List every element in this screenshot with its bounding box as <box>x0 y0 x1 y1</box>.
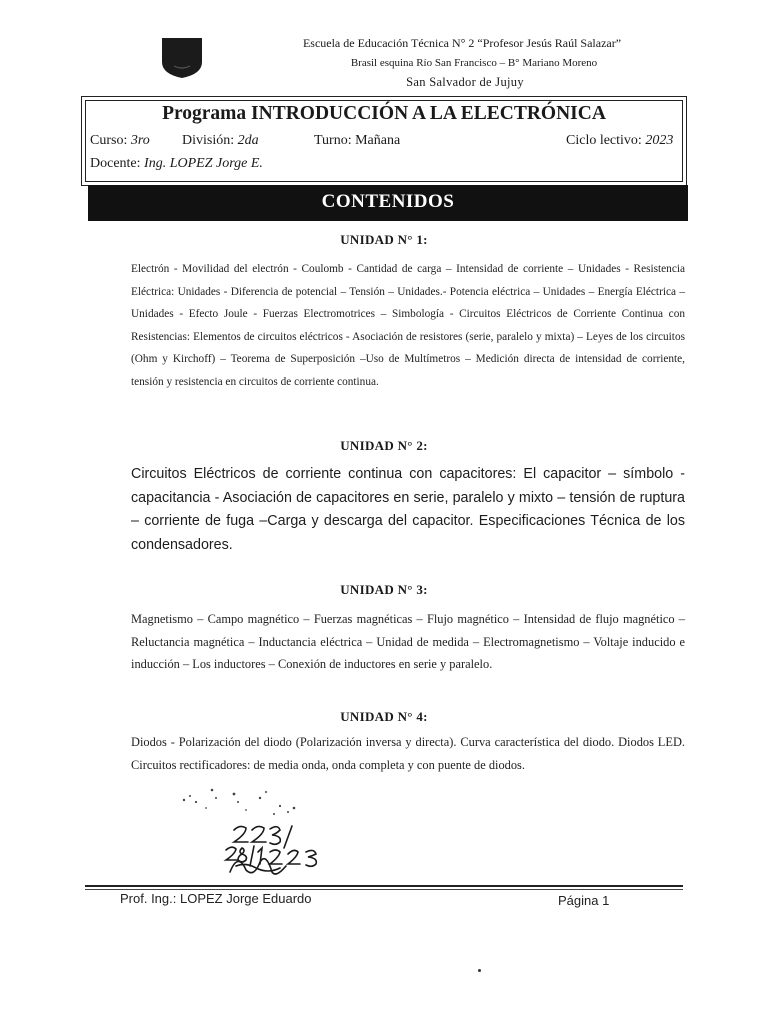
division-label: División: <box>182 133 235 148</box>
page-number: Página 1 <box>558 893 610 908</box>
ciclo-field <box>566 133 673 149</box>
program-info-box <box>81 96 687 186</box>
footer-rule <box>85 885 683 887</box>
unit-2-title: UNIDAD N° 2: <box>340 438 428 453</box>
unit-1-title: UNIDAD N° 1: <box>340 232 428 247</box>
division-value: 2da <box>237 133 259 148</box>
curso-value: 3ro <box>130 133 150 148</box>
docente-label: Docente: <box>90 156 141 171</box>
contenidos-heading: CONTENIDOS <box>88 185 688 221</box>
curso-label: Curso: <box>90 133 128 148</box>
handwritten-signature-icon <box>176 782 346 882</box>
division-field <box>182 133 259 149</box>
unit-4-body: Diodos - Polarización del diodo (Polarización inversa y directa). Curva característica del diodo. Diodos LED. Circuitos rectificadores: de media onda, onda completa y con puente de diodos. <box>131 735 685 772</box>
footer-rule-thin <box>85 889 683 890</box>
school-address: Brasil esquina Río San Francisco – B° Mariano Moreno <box>350 57 598 69</box>
school-crest-icon <box>160 36 204 80</box>
scan-speck <box>478 969 481 972</box>
program-title: Programa INTRODUCCIÓN A LA ELECTRÓNICA <box>162 103 606 124</box>
school-city: San Salvador de Jujuy <box>406 74 524 89</box>
docente-value: Ing. LOPEZ Jorge E. <box>144 156 263 171</box>
school-header <box>240 36 660 90</box>
unit-2-body: Circuitos Eléctricos de corriente continua con capacitores: El capacitor – símbolo - capacitancia - Asociación de capacitores en serie, paralelo y mixto – tensión de ruptura – corriente de fuga –Carga y descarga del capacitor. Especificaciones Técnica de los condensadores. <box>131 466 685 553</box>
program-info-inner-border <box>85 100 683 182</box>
ciclo-value: 2023 <box>645 133 674 148</box>
curso-field <box>90 133 150 149</box>
unit-3-title: UNIDAD N° 3: <box>340 582 428 597</box>
unit-3-body: Magnetismo – Campo magnético – Fuerzas magnéticas – Flujo magnético – Intensidad de flujo magnético – Reluctancia magnética – Inductancia eléctrica – Unidad de medida – Electromagnetismo – Voltaje inducido e inducción – Los inductores – Conexión de inductores en serie y paralelo. <box>131 612 685 671</box>
ciclo-label: Ciclo lectivo: <box>566 133 642 148</box>
footer-author: Prof. Ing.: LOPEZ Jorge Eduardo <box>120 891 312 906</box>
turno-field <box>314 133 400 149</box>
turno-text: Turno: Mañana <box>314 133 401 148</box>
unit-1-body: Electrón - Movilidad del electrón - Coulomb - Cantidad de carga – Intensidad de corriente – Unidades - Resistencia Eléctrica: Unidades - Diferencia de potencial – Tensión – Unidades.- Potencia eléctrica – Unidades – Energía Eléctrica – Unidades - Efecto Joule - Fuerzas Electromotrices – Simbología - Circuitos Eléctricos de Corriente Continua con Resistencias: Elementos de circuitos eléctricos - Asociación de resistores (serie, paralelo y mixta) – Leyes de los circuitos (Ohm y Kirchoff) – Teorema de Superposición –Uso de Multímetros – Medición directa de intensidad de corriente, tensión y resistencia en circuitos de corriente continua. <box>131 263 685 388</box>
school-name: Escuela de Educación Técnica N° 2 “Profesor Jesús Raúl Salazar” <box>302 36 622 50</box>
docente-field <box>90 156 263 172</box>
unit-4-title: UNIDAD N° 4: <box>340 709 428 724</box>
